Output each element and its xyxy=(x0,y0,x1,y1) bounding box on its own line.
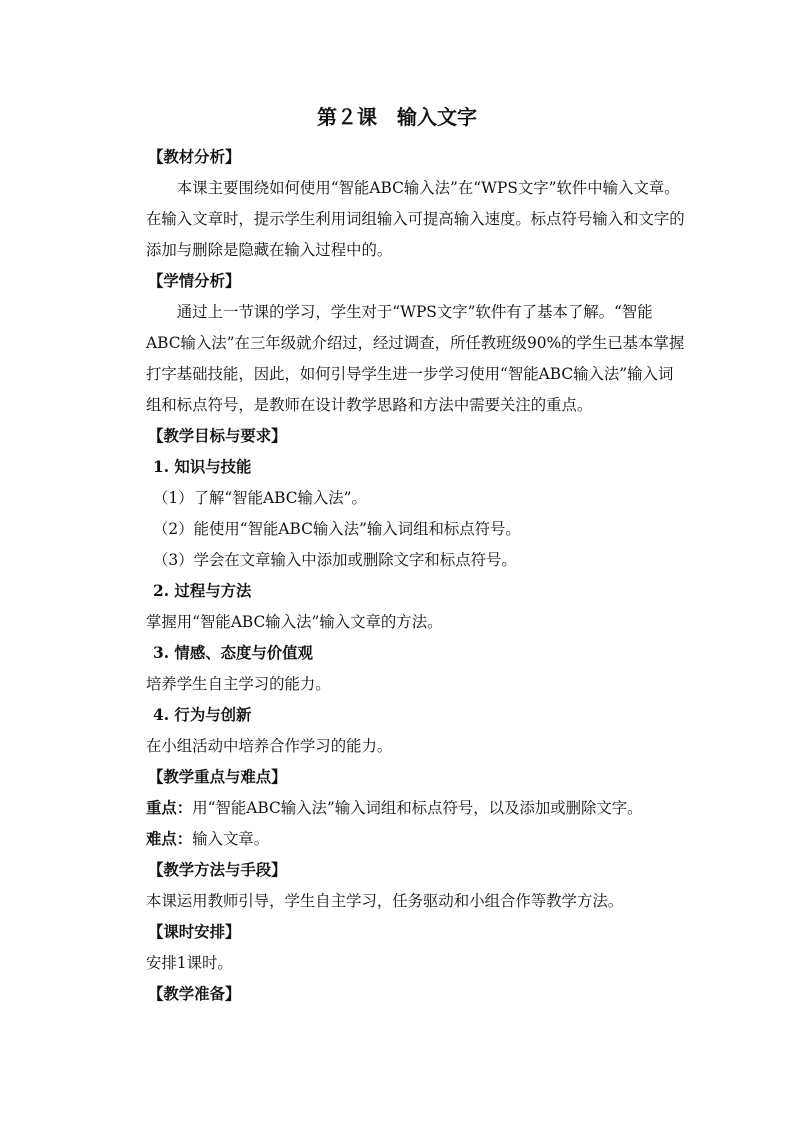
materials-paragraph: 本课主要围绕如何使用“智能ABC输入法”在“WPS文字”软件中输入文章。在输入文章时，提示学生利用词组输入可提高输入速度。标点符号输入和文字的添加与删除是隐藏在输入过程中的。 xyxy=(146,179,685,259)
focus-label: 重点： xyxy=(146,799,193,817)
focus-text: 用“智能ABC输入法”输入词组和标点符号，以及添加或删除文字。 xyxy=(192,799,643,817)
subheading-knowledge: 1. 知识与技能 xyxy=(153,458,252,476)
section-heading-preparation: 【教学准备】 xyxy=(148,985,241,1003)
section-heading-keypoints: 【教学重点与难点】 xyxy=(148,768,287,786)
difficulty-label: 难点： xyxy=(146,830,193,848)
lesson-content xyxy=(146,142,686,1010)
section-heading-schedule: 【课时安排】 xyxy=(148,923,241,941)
difficulty-text: 输入文章。 xyxy=(192,830,270,848)
subheading-behavior: 4. 行为与创新 xyxy=(153,706,252,724)
subheading-process: 2. 过程与方法 xyxy=(153,582,252,600)
subheading-emotion: 3. 情感、态度与价值观 xyxy=(153,644,313,662)
students-paragraph: 通过上一节课的学习，学生对于“WPS文字”软件有了基本了解。“智能ABC输入法”在三年级就介绍过，经过调查，所任教班级90%的学生已基本掌握打字基础技能，因此，如何引导学生进一步学习使用“智能ABC输入法”输入词组和标点符号，是教师在设计教学思路和方法中需要关注的重点。 xyxy=(146,303,685,414)
section-heading-materials: 【教材分析】 xyxy=(148,148,241,166)
knowledge-item-1: （1）了解“智能ABC输入法”。 xyxy=(153,489,367,507)
focus-line xyxy=(146,793,686,824)
methods-text: 本课运用教师引导，学生自主学习，任务驱动和小组合作等教学方法。 xyxy=(146,892,624,910)
emotion-text: 培养学生自主学习的能力。 xyxy=(146,675,331,693)
lesson-title: 第２课 输入文字 xyxy=(317,105,477,129)
schedule-text: 安排1课时。 xyxy=(146,954,233,972)
knowledge-item-2: （2）能使用“智能ABC输入法”输入词组和标点符号。 xyxy=(153,520,521,538)
behavior-text: 在小组活动中培养合作学习的能力。 xyxy=(146,737,393,755)
section-heading-methods: 【教学方法与手段】 xyxy=(148,861,287,879)
difficulty-line xyxy=(146,824,686,855)
section-heading-students: 【学情分析】 xyxy=(148,272,241,290)
process-text: 掌握用“智能ABC输入法”输入文章的方法。 xyxy=(146,613,443,631)
knowledge-item-3: （3）学会在文章输入中添加或删除文字和标点符号。 xyxy=(153,551,517,569)
section-heading-goals: 【教学目标与要求】 xyxy=(148,427,287,445)
